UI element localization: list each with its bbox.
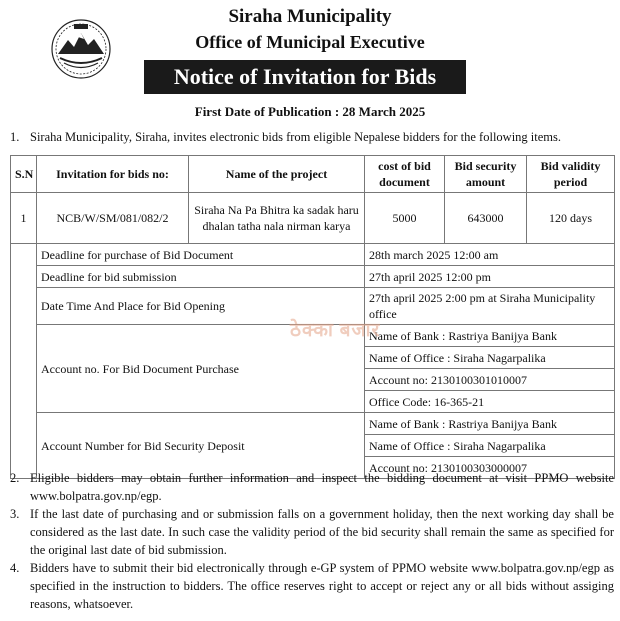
header-sn: S.N (11, 156, 37, 193)
intro-number: 1. (10, 130, 20, 144)
security-account-number: Account no: 2130100303000007 (365, 457, 615, 479)
purchase-account-label: Account no. For Bid Document Purchase (37, 325, 365, 413)
note-3 (10, 505, 614, 559)
office-name: Office of Municipal Executive (195, 32, 425, 52)
watermark: ठेक्का बजार (290, 320, 381, 341)
purchase-office: Name of Office : Siraha Nagarpalika (365, 347, 615, 369)
header-validity: Bid validity period (527, 156, 615, 193)
note-2-text: Eligible bidders may obtain further information and inspect the bidding document at visit PPMO website www.bolpatra.gov.np/egp. (30, 471, 614, 503)
security-account-row (11, 413, 615, 435)
blank-cell (11, 244, 37, 479)
table-row (11, 193, 615, 244)
note-3-number: 3. (10, 507, 20, 521)
header-invitation: Invitation for bids no: (37, 156, 189, 193)
row-invitation: NCB/W/SM/081/082/2 (37, 193, 189, 244)
bid-opening-value: 27th april 2025 2:00 pm at Siraha Municipality office (365, 288, 615, 325)
row-sn: 1 (11, 193, 37, 244)
notice-title-banner: Notice of Invitation for Bids (144, 60, 466, 94)
note-4-text: Bidders have to submit their bid electronically through e-GP system of PPMO website www.bolpatra.gov.np/egp as specified in the instruction to bidders. The office reserves right to accept or reject any or all bids without assiging reasons, whatsoever. (30, 561, 614, 611)
publication-date: First Date of Publication : 28 March 2025 (194, 104, 426, 119)
note-2 (10, 469, 614, 505)
deadline-purchase-label: Deadline for purchase of Bid Document (37, 244, 365, 266)
table-header-row (11, 156, 615, 193)
deadline-submission-row (11, 266, 615, 288)
note-2-number: 2. (10, 471, 20, 485)
purchase-account-number: Account no: 2130100301010007 (365, 369, 615, 391)
row-validity: 120 days (527, 193, 615, 244)
security-bank: Name of Bank : Rastriya Banijya Bank (365, 413, 615, 435)
header-cost: cost of bid document (365, 156, 445, 193)
note-4-number: 4. (10, 561, 20, 575)
header-project: Name of the project (189, 156, 365, 193)
purchase-office-code: Office Code: 16-365-21 (365, 391, 615, 413)
row-project: Siraha Na Pa Bhitra ka sadak haru dhalan tatha nala nirman karya (189, 193, 365, 244)
row-cost: 5000 (365, 193, 445, 244)
purchase-bank: Name of Bank : Rastriya Banijya Bank (365, 325, 615, 347)
security-office: Name of Office : Siraha Nagarpalika (365, 435, 615, 457)
bid-opening-label: Date Time And Place for Bid Opening (37, 288, 365, 325)
row-security: 643000 (445, 193, 527, 244)
deadline-submission-label: Deadline for bid submission (37, 266, 365, 288)
header-security: Bid security amount (445, 156, 527, 193)
deadline-submission-value: 27th april 2025 12:00 pm (365, 266, 615, 288)
note-3-text: If the last date of purchasing and or submission falls on a government holiday, then the next working day shall be considered as the last date. In such case the validity period of the bid security shall remain the same as specified for the original last date of bid submission. (30, 507, 614, 557)
municipality-name: Siraha Municipality (228, 6, 392, 27)
intro-text: Siraha Municipality, Siraha, invites electronic bids from eligible Nepalese bidders for the following items. (30, 130, 561, 144)
deadline-purchase-value: 28th march 2025 12:00 am (365, 244, 615, 266)
deadline-purchase-row (11, 244, 615, 266)
note-4 (10, 559, 614, 613)
security-account-label: Account Number for Bid Security Deposit (37, 413, 365, 479)
intro-paragraph (10, 128, 614, 146)
